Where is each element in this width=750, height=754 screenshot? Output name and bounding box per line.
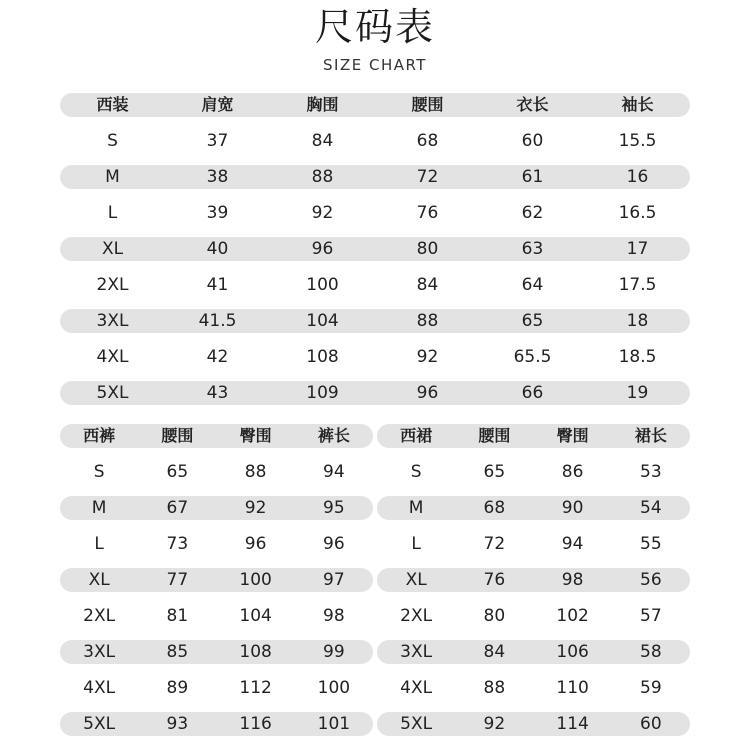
table-cell: 57 (640, 606, 662, 626)
table-cell: 114 (556, 714, 589, 734)
table-row (377, 568, 690, 592)
table-cell: 84 (416, 275, 439, 295)
table-cell: 109 (306, 383, 339, 403)
table-cell: 94 (561, 534, 584, 554)
size-label: 2XL (96, 275, 129, 295)
suit-header-row (60, 93, 690, 117)
table-cell: 80 (416, 239, 439, 259)
table-cell: 92 (311, 203, 334, 223)
table-cell: 65 (521, 311, 544, 331)
table-cell: 53 (640, 462, 662, 482)
table-row (60, 676, 373, 700)
table-cell: 98 (323, 606, 345, 626)
table-row (377, 712, 690, 736)
table-cell: 100 (306, 275, 339, 295)
size-label: 3XL (400, 642, 433, 662)
table-cell: 60 (640, 714, 662, 734)
table-cell: 98 (561, 570, 584, 590)
table-cell: 41 (206, 275, 229, 295)
table-cell: 41.5 (198, 311, 237, 331)
column-header: 西裤 (83, 426, 116, 445)
size-label: 2XL (400, 606, 433, 626)
table-cell: 106 (556, 642, 589, 662)
page-subtitle: SIZE CHART (323, 56, 427, 74)
table-cell: 39 (206, 203, 229, 223)
table-cell: 110 (556, 678, 589, 698)
table-row (377, 604, 690, 628)
table-cell: 100 (239, 570, 272, 590)
table-row (60, 640, 373, 664)
table-row (60, 201, 690, 225)
table-cell: 116 (239, 714, 272, 734)
size-label: 2XL (83, 606, 116, 626)
column-header: 腰围 (411, 95, 444, 114)
size-label: XL (101, 239, 124, 259)
table-cell: 97 (323, 570, 345, 590)
table-row (60, 532, 373, 556)
table-cell: 65 (483, 462, 506, 482)
table-cell: 104 (306, 311, 339, 331)
table-cell: 64 (521, 275, 544, 295)
column-header: 腰围 (478, 426, 511, 445)
table-cell: 90 (561, 498, 584, 518)
table-cell: 72 (416, 167, 439, 187)
size-label: XL (88, 570, 110, 590)
table-cell: 100 (317, 678, 351, 698)
size-label: 3XL (96, 311, 129, 331)
size-label: 4XL (96, 347, 129, 367)
table-row (60, 496, 373, 520)
size-label: XL (405, 570, 427, 590)
table-cell: 92 (244, 498, 267, 518)
table-cell: 96 (311, 239, 334, 259)
size-label: 4XL (400, 678, 433, 698)
table-cell: 102 (556, 606, 589, 626)
table-cell: 96 (416, 383, 439, 403)
table-row (377, 496, 690, 520)
pants-header-row (60, 424, 373, 448)
table-cell: 92 (416, 347, 439, 367)
table-cell: 17 (626, 239, 649, 259)
table-cell: 96 (323, 534, 345, 554)
table-cell: 38 (206, 167, 229, 187)
table-row (60, 309, 690, 333)
table-row (60, 273, 690, 297)
table-cell: 88 (483, 678, 506, 698)
suit-size-table (60, 93, 690, 417)
column-header: 臀围 (556, 426, 589, 445)
table-cell: 88 (311, 167, 334, 187)
size-label: 3XL (83, 642, 116, 662)
column-header: 臀围 (239, 426, 272, 445)
size-label: 4XL (83, 678, 116, 698)
table-cell: 15.5 (618, 131, 657, 151)
table-row (377, 640, 690, 664)
table-cell: 73 (166, 534, 189, 554)
table-cell: 59 (640, 678, 662, 698)
table-cell: 112 (239, 678, 272, 698)
table-row (60, 165, 690, 189)
page-title: 尺码表 (314, 5, 435, 49)
table-cell: 88 (416, 311, 439, 331)
table-cell: 56 (640, 570, 662, 590)
table-cell: 84 (311, 131, 334, 151)
table-row (60, 460, 373, 484)
table-cell: 99 (323, 642, 345, 662)
table-row (60, 237, 690, 261)
skirt-header-row (377, 424, 690, 448)
size-label: S (93, 462, 105, 482)
skirt-size-table (377, 424, 690, 748)
column-header: 西装 (96, 95, 129, 114)
table-cell: 96 (244, 534, 267, 554)
table-cell: 66 (521, 383, 544, 403)
size-label: L (107, 203, 118, 223)
column-header: 肩宽 (201, 95, 234, 114)
table-cell: 16.5 (618, 203, 657, 223)
table-cell: 80 (483, 606, 506, 626)
table-cell: 62 (521, 203, 544, 223)
size-label: 5XL (400, 714, 433, 734)
table-cell: 92 (483, 714, 506, 734)
column-header: 腰围 (161, 426, 194, 445)
table-cell: 88 (244, 462, 267, 482)
table-cell: 108 (239, 642, 272, 662)
table-cell: 89 (166, 678, 189, 698)
size-label: L (94, 534, 104, 554)
table-cell: 95 (323, 498, 345, 518)
table-cell: 60 (521, 131, 544, 151)
column-header: 裙长 (634, 426, 667, 445)
table-row (377, 532, 690, 556)
column-header: 袖长 (621, 95, 654, 114)
table-cell: 43 (206, 383, 229, 403)
table-cell: 61 (521, 167, 544, 187)
table-row (60, 712, 373, 736)
table-cell: 77 (166, 570, 189, 590)
size-label: S (410, 462, 422, 482)
table-cell: 63 (521, 239, 544, 259)
table-cell: 76 (483, 570, 506, 590)
table-cell: 40 (206, 239, 229, 259)
column-header: 衣长 (516, 95, 549, 114)
table-row (60, 381, 690, 405)
table-cell: 68 (416, 131, 439, 151)
column-header: 胸围 (306, 95, 339, 114)
table-row (60, 345, 690, 369)
table-cell: 86 (561, 462, 584, 482)
size-label: M (408, 498, 424, 518)
table-cell: 42 (206, 347, 229, 367)
table-cell: 65 (166, 462, 189, 482)
table-row (60, 604, 373, 628)
size-label: 5XL (83, 714, 116, 734)
table-cell: 94 (323, 462, 345, 482)
table-cell: 55 (640, 534, 662, 554)
table-cell: 85 (166, 642, 189, 662)
table-cell: 104 (239, 606, 272, 626)
table-cell: 72 (483, 534, 506, 554)
table-cell: 17.5 (618, 275, 657, 295)
size-label: 5XL (96, 383, 129, 403)
table-cell: 18.5 (618, 347, 657, 367)
table-cell: 76 (416, 203, 439, 223)
table-cell: 81 (166, 606, 189, 626)
column-header: 裤长 (317, 426, 350, 445)
table-row (377, 676, 690, 700)
table-cell: 93 (166, 714, 189, 734)
table-cell: 108 (306, 347, 339, 367)
table-cell: 67 (166, 498, 189, 518)
size-label: S (107, 131, 118, 151)
table-row (60, 129, 690, 153)
table-cell: 16 (626, 167, 649, 187)
table-cell: 101 (317, 714, 351, 734)
table-cell: 58 (640, 642, 662, 662)
table-cell: 19 (626, 383, 649, 403)
size-label: M (91, 498, 107, 518)
table-cell: 18 (626, 311, 649, 331)
size-label: L (411, 534, 421, 554)
table-cell: 37 (206, 131, 229, 151)
table-cell: 84 (483, 642, 506, 662)
table-row (377, 460, 690, 484)
pants-size-table (60, 424, 373, 748)
table-cell: 54 (640, 498, 662, 518)
table-cell: 65.5 (513, 347, 552, 367)
column-header: 西裙 (400, 426, 433, 445)
size-label: M (105, 167, 120, 187)
table-row (60, 568, 373, 592)
table-cell: 68 (483, 498, 506, 518)
